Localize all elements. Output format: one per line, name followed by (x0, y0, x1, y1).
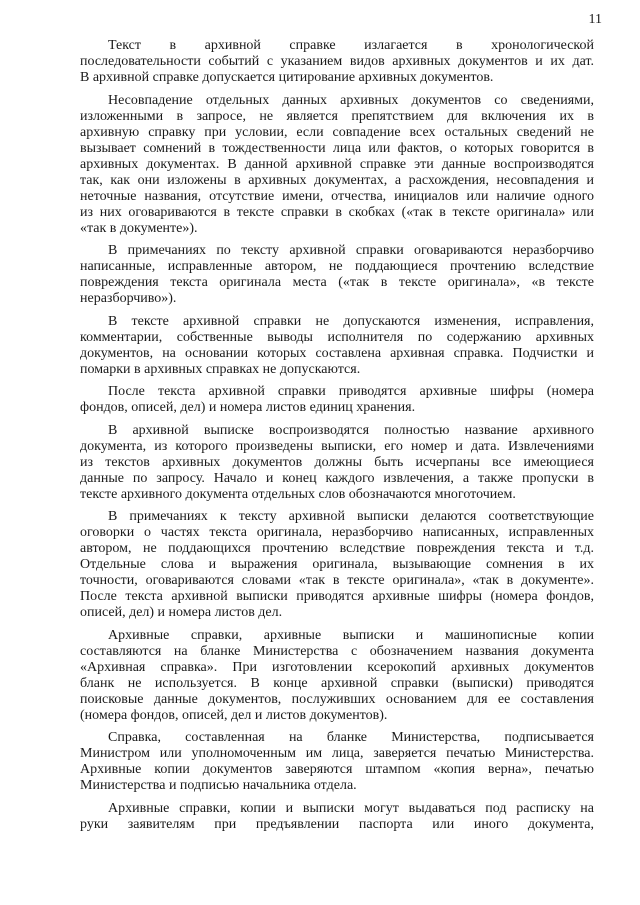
paragraph (80, 384, 594, 416)
text-line: так, как они изложены в архивных документах, а расхождения, несовпадения и (80, 172, 594, 188)
text-line: изложенными в запросе, не является препятствием для включения их в (80, 108, 594, 124)
text-line: архивных документах. В данной архивной справке эти данные воспроизводятся (80, 156, 594, 172)
text-line: описей, дел) и номера листов дел. (80, 605, 283, 620)
text-line: Отдельные слова и выражения оригинала, вызывающие сомнения в их (80, 557, 594, 572)
text-line: автором, не поддающихся прочтению вследствие повреждения текста и т.д. (80, 541, 594, 556)
text-line: В тексте архивной справки не допускаются изменения, исправления, (108, 313, 594, 329)
text-line: точности, оговариваются словами «так в тексте оригинала», «так в документе». (80, 573, 594, 588)
text-line: тексте архивного документа отдельных слов обозначаются многоточием. (80, 486, 516, 502)
text-line: «так в документе»). (80, 220, 198, 236)
text-line: Архивные справки, копии и выписки могут выдаваться под расписку на (108, 800, 594, 816)
text-line: Справка, составленная на бланке Министерства, подписывается (108, 730, 594, 745)
text-line: архивную справку при условии, если совпадение всех остальных сведений не (80, 124, 594, 140)
text-line: «Архивная справка». При изготовлении ксерокопий архивных документов (80, 659, 594, 675)
paragraph (80, 243, 594, 307)
text-line: помарки в архивных справках не допускаются. (80, 361, 361, 377)
text-line: неразборчиво»). (80, 291, 177, 306)
text-line: В примечаниях по тексту архивной справки оговариваются неразборчиво (108, 243, 594, 258)
text-line: Несовпадение отдельных данных архивных документов со сведениями, (108, 92, 594, 108)
text-line: документа, из которого произведены выписки, его номер и дата. Извлечениями (80, 438, 594, 454)
text-line: Архивные справки, архивные выписки и машинописные копии (108, 627, 594, 643)
paragraph (80, 93, 594, 237)
text-line: Текст в архивной справке излагается в хронологической (108, 38, 594, 53)
paragraph (80, 423, 594, 503)
text-line: вызывает сомнений в тождественности лица или фактов, о которых говорится в (80, 140, 594, 156)
text-line: комментарии, собственные выводы исполнителя по содержанию архивных (80, 329, 594, 345)
text-line: последовательности событий с указанием видов архивных документов и их дат. (80, 54, 594, 69)
text-line: из текстов архивных документов должны быть исчерпаны все имеющиеся (80, 454, 594, 470)
text-line: После текста архивной выписки приводятся архивные шифры (номера фондов, (80, 589, 594, 604)
paragraph (80, 730, 594, 794)
text-line: поисковые данные документов, послуживших основанием для ее составления (80, 691, 594, 707)
text-line: написанные, исправленные автором, не поддающиеся прочтению вследствие (80, 259, 594, 274)
document-body (80, 38, 594, 839)
text-line: В примечаниях к тексту архивной выписки делаются соответствующие (108, 509, 594, 524)
text-line: повреждения текста оригинала места («так в тексте оригинала», «в тексте (80, 275, 594, 290)
paragraph (80, 628, 594, 724)
text-line: После текста архивной справки приводятся архивные шифры (номера (108, 384, 594, 399)
paragraph (80, 38, 594, 86)
text-line: Архивные копии документов заверяются штампом «копия верна», печатью (80, 762, 594, 777)
text-line: документов, на основании которых составлена архивная справка. Подчистки и (80, 345, 594, 361)
text-line: составляются на бланке Министерства с обозначением названия документа (80, 643, 594, 659)
text-line: данные по запросу. Начало и конец каждого извлечения, а также пропуски в (80, 470, 594, 486)
text-line: неточные названия, отсутствие имени, отчества, инициалов или наличие одного (80, 188, 594, 204)
text-line: оговорки о частях текста оригинала, неразборчиво написанных, исправленных (80, 525, 594, 540)
text-line: Министром или уполномоченным им лица, заверяется печатью Министерства. (80, 746, 594, 761)
page-number: 11 (588, 12, 602, 27)
text-line: фондов, описей, дел) и номера листов единиц хранения. (80, 400, 416, 415)
text-line: Министерства и подписью начальника отдела. (80, 778, 357, 793)
paragraph (80, 509, 594, 621)
paragraph (80, 801, 594, 833)
text-line: бланк не используется. В конце архивной справки (выписки) приводятся (80, 675, 594, 691)
text-line: руки заявителям при предъявлении паспорта или иного документа, (80, 816, 594, 832)
text-line: из них оговариваются в тексте справки в скобках («так в тексте оригинала» или (80, 204, 594, 220)
text-line: В архивной справке допускается цитирование архивных документов. (80, 70, 494, 85)
text-line: В архивной выписке воспроизводятся полностью название архивного (108, 422, 594, 438)
paragraph (80, 314, 594, 378)
text-line: (номера фондов, описей, дел и листов документов). (80, 707, 388, 723)
